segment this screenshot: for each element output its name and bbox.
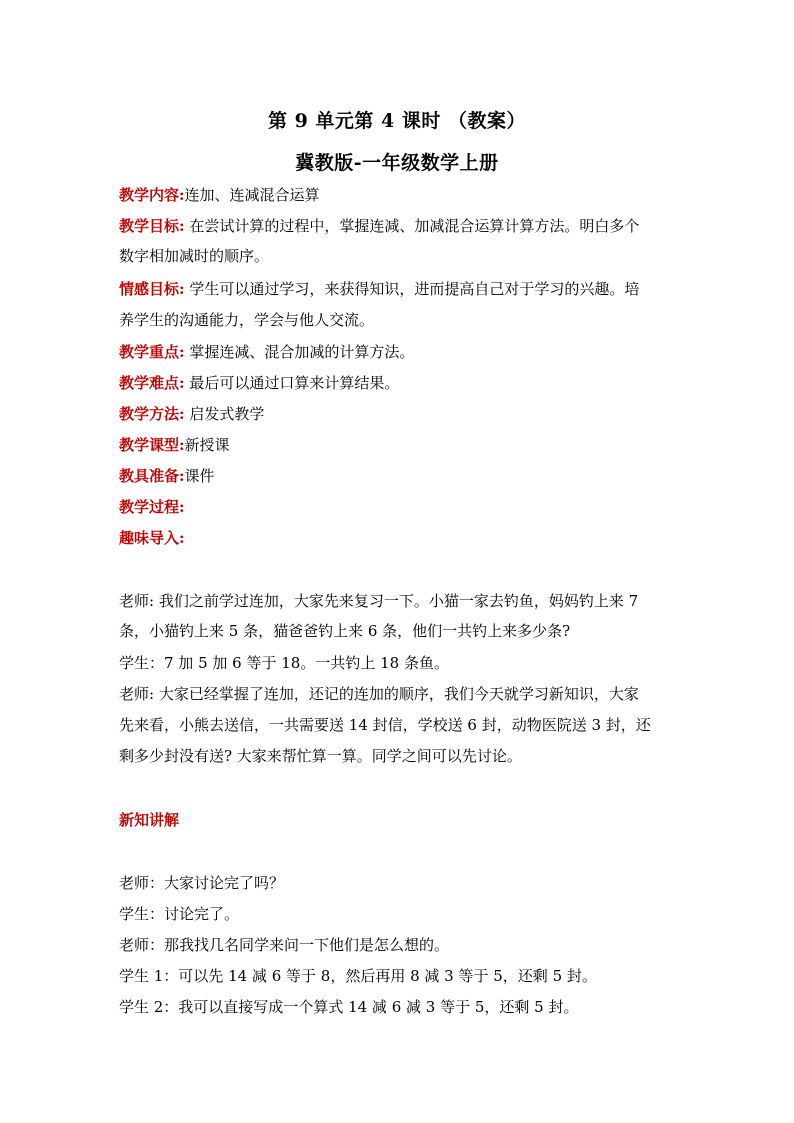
- field-text: 数字相加减时的顺序。: [119, 247, 270, 265]
- field-materials: [119, 466, 679, 486]
- field-text: 最后可以通过口算来计算结果。: [184, 374, 400, 392]
- dialogue-line: 学生 1：可以先 14 减 6 等于 8，然后再用 8 减 3 等于 5，还剩 5 封。: [119, 967, 597, 985]
- section-label: 新知讲解: [119, 811, 180, 829]
- field-text: 课件: [184, 467, 215, 485]
- page-title: 第 9 单元第 4 课时 （教案）: [267, 110, 526, 132]
- dialogue-line: 学生：讨论完了。: [119, 905, 240, 923]
- dialogue-line: 老师: 大家已经掌握了连加，还记的连加的顺序，我们今天就学习新知识，大家: [119, 685, 639, 703]
- field-content: [119, 185, 679, 205]
- dialogue-line: 学生：7 加 5 加 6 等于 18。一共钓上 18 条鱼。: [119, 654, 449, 672]
- field-text: 学生可以通过学习，来获得知识，进而提高自己对于学习的兴趣。培: [184, 280, 640, 298]
- field-key-point: [119, 342, 679, 362]
- field-label: 教学难点:: [119, 374, 185, 392]
- dialogue-line: 老师：那我找几名同学来问一下他们是怎么想的。: [119, 936, 450, 954]
- field-label: 教学课型:: [119, 436, 185, 454]
- dialogue-line: 老师: 我们之前学过连加，大家先来复习一下。小猫一家去钓鱼，妈妈钓上来 7: [119, 592, 639, 610]
- field-emotion: [119, 279, 679, 299]
- dialogue-line: 剩多少封没有送? 大家来帮忙算一算。同学之间可以先讨论。: [119, 747, 522, 765]
- field-objective: [119, 216, 679, 236]
- field-label: 教学过程:: [119, 498, 185, 516]
- field-text: 掌握连减、混合加减的计算方法。: [184, 343, 415, 361]
- field-objective-cont: [119, 246, 679, 266]
- field-label: 教学重点:: [119, 343, 185, 361]
- dialogue-line: 学生 2：我可以直接写成一个算式 14 减 6 减 3 等于 5，还剩 5 封。: [119, 998, 579, 1016]
- field-process: [119, 497, 679, 517]
- section-heading: [119, 810, 679, 830]
- dialogue-line: 老师：大家讨论完了吗？: [119, 874, 285, 892]
- field-label: 情感目标:: [119, 280, 185, 298]
- field-label: 教学目标:: [119, 217, 185, 235]
- dialogue-line: 条，小猫钓上来 5 条，猫爸爸钓上来 6 条，他们一共钓上来多少条?: [119, 622, 571, 640]
- field-label: 趣味导入:: [119, 529, 185, 547]
- field-text: 新授课: [184, 436, 230, 454]
- page-subtitle: 冀教版-一年级数学上册: [295, 152, 499, 174]
- field-label: 教学内容:: [119, 186, 185, 204]
- field-text: 连加、连减混合运算: [184, 186, 320, 204]
- field-difficulty: [119, 373, 679, 393]
- field-text: 养学生的沟通能力，学会与他人交流。: [119, 311, 375, 329]
- field-method: [119, 404, 679, 424]
- field-emotion-cont: [119, 310, 679, 330]
- field-text: 启发式教学: [184, 405, 265, 423]
- field-lesson-type: [119, 435, 679, 455]
- field-label: 教具准备:: [119, 467, 185, 485]
- field-text: 在尝试计算的过程中，掌握连减、加减混合运算计算方法。明白多个: [184, 217, 640, 235]
- field-intro: [119, 528, 679, 548]
- dialogue-line: 先来看，小熊去送信，一共需要送 14 封信，学校送 6 封，动物医院送 3 封，还: [119, 716, 651, 734]
- field-label: 教学方法:: [119, 405, 185, 423]
